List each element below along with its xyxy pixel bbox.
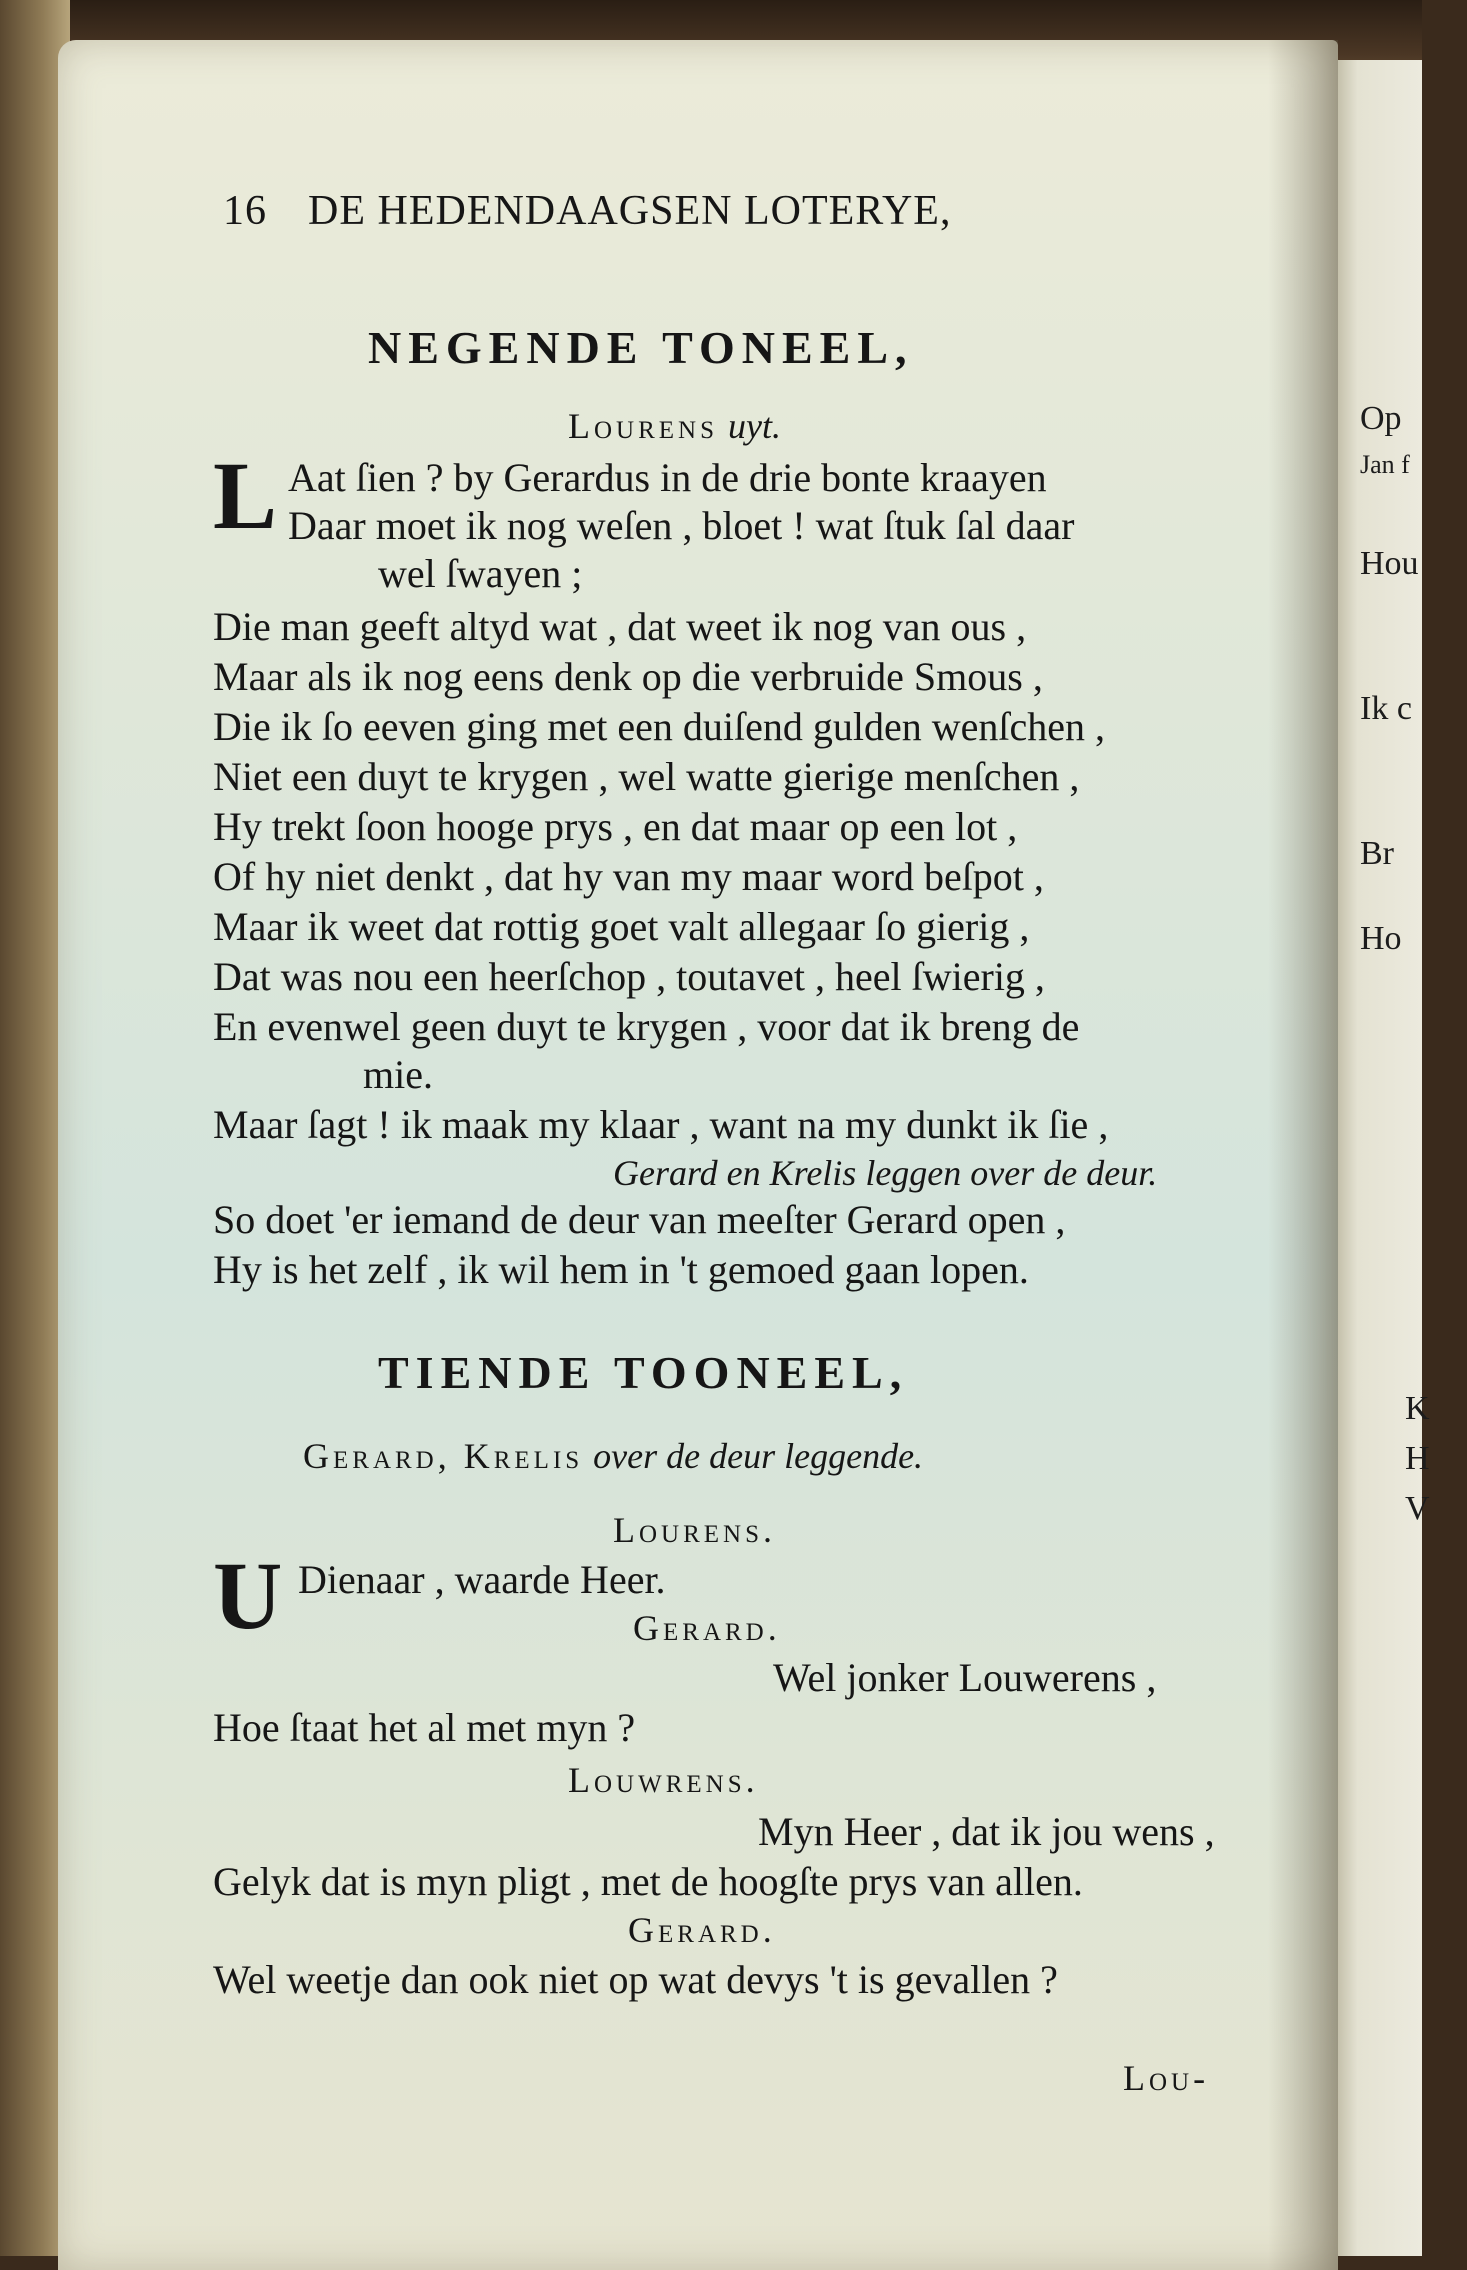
verse-line: Wel jonker Louwerens , xyxy=(773,1655,1157,1700)
book-page xyxy=(58,40,1338,2270)
facing-page-fragment: Ho xyxy=(1360,920,1402,957)
facing-page-fragment: K xyxy=(1405,1390,1430,1427)
speaker-direction: uyt. xyxy=(728,406,781,446)
cast-names: Gerard, Krelis xyxy=(303,1436,584,1476)
facing-page-fragment: H xyxy=(1405,1440,1430,1477)
catchword: Lou- xyxy=(1123,2058,1210,2098)
verse-line: So doet 'er iemand de deur van meeſter Gerard open , xyxy=(213,1197,1066,1242)
verse-line: Maar ſagt ! ik maak my klaar , want na my dunkt ik ſie , xyxy=(213,1102,1109,1147)
verse-line: Niet een duyt te krygen , wel watte gierige menſchen , xyxy=(213,754,1080,799)
verse-line: Daar moet ik nog weſen , bloet ! wat ſtuk ſal daar xyxy=(288,503,1075,548)
drop-cap: U xyxy=(213,1542,283,1649)
speaker-name: Gerard. xyxy=(633,1608,781,1648)
facing-page-fragment: Ik c xyxy=(1360,690,1412,727)
facing-page-fragment: V xyxy=(1405,1490,1430,1527)
verse-line: Hy is het zelf , ik wil hem in 't gemoed gaan lopen. xyxy=(213,1247,1029,1292)
speaker-name: Gerard. xyxy=(628,1910,776,1950)
speaker-name: Lourens xyxy=(568,406,719,446)
cast-direction: over de deur leggende. xyxy=(593,1436,924,1476)
page-text xyxy=(58,40,1338,2270)
verse-line: Myn Heer , dat ik jou wens , xyxy=(758,1809,1215,1854)
verse-line: Die ik ſo eeven ging met een duiſend gulden wenſchen , xyxy=(213,704,1105,749)
cast-list xyxy=(303,1435,923,1475)
verse-line: Hoe ſtaat het al met myn ? xyxy=(213,1705,636,1750)
drop-cap: L xyxy=(213,442,278,549)
verse-line: Gelyk dat is myn pligt , met de hoogſte prys van allen. xyxy=(213,1859,1083,1904)
verse-line: Die man geeft altyd wat , dat weet ik nog van ous , xyxy=(213,604,1027,649)
facing-page-fragment: Br xyxy=(1360,835,1394,872)
facing-page xyxy=(1330,60,1430,2256)
speaker-name: Lourens. xyxy=(613,1510,777,1550)
verse-line: Of hy niet denkt , dat hy van my maar word beſpot , xyxy=(213,854,1044,899)
verse-line: mie. xyxy=(363,1052,433,1097)
facing-page-fragment: Op xyxy=(1360,400,1402,437)
facing-page-fragment: Hou xyxy=(1360,545,1419,582)
verse-line: wel ſwayen ; xyxy=(378,551,583,596)
verse-line: Wel weetje dan ook niet op wat devys 't is gevallen ? xyxy=(213,1957,1058,2002)
verse-line: Aat ſien ? by Gerardus in de drie bonte kraayen xyxy=(288,455,1047,500)
verse-line: Dienaar , waarde Heer. xyxy=(298,1557,666,1602)
verse-line: En evenwel geen duyt te krygen , voor dat ik breng de xyxy=(213,1004,1080,1049)
verse-line: Hy trekt ſoon hooge prys , en dat maar op een lot , xyxy=(213,804,1018,849)
scene-title: NEGENDE TONEEL, xyxy=(368,322,914,373)
running-title: DE HEDENDAAGSEN LOTERYE, xyxy=(308,188,952,234)
verse-line: Dat was nou een heerſchop , toutavet , heel ſwierig , xyxy=(213,954,1045,999)
speaker-name: Louwrens. xyxy=(568,1760,759,1800)
facing-page-fragment: Jan f xyxy=(1360,450,1410,479)
page-number: 16 xyxy=(223,188,267,234)
stage-direction: Gerard en Krelis leggen over de deur. xyxy=(613,1153,1158,1193)
speaker-heading xyxy=(568,405,781,445)
verse-line: Maar als ik nog eens denk op die verbruide Smous , xyxy=(213,654,1043,699)
scene-title: TIENDE TOONEEL, xyxy=(378,1347,909,1398)
verse-line: Maar ik weet dat rottig goet valt allegaar ſo gierig , xyxy=(213,904,1030,949)
